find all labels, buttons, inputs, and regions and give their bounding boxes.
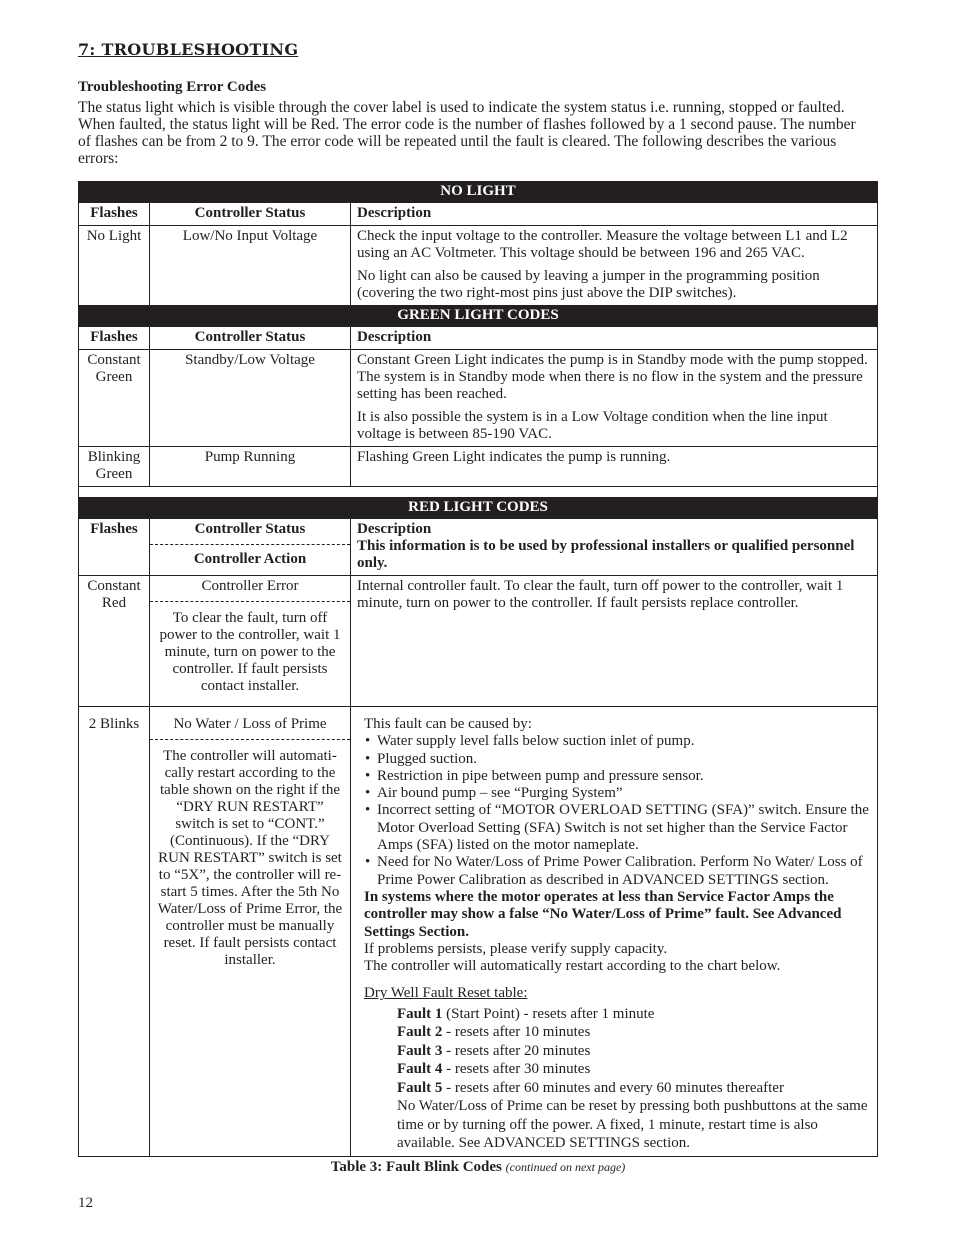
caption-text: Table 3: Fault Blink Codes: [330, 1158, 502, 1175]
fault-label: Fault 1: [397, 1005, 443, 1022]
bold-note: In systems where the motor operates at less than Service Factor Amps the controller may show a false “No Water/Loss of Prime” fault. See Advanced Settings Section.: [364, 888, 842, 940]
header-description-cell: [351, 519, 878, 576]
reset-table-title: Dry Well Fault Reset table:: [364, 985, 528, 1002]
table-row: [79, 226, 878, 306]
no-light-bar: [79, 182, 878, 203]
table-header-row: [79, 203, 878, 226]
section-title: 7: TROUBLESHOOTING: [78, 40, 299, 59]
list-item: • Water supply level falls below suction inlet of pump.: [364, 733, 871, 750]
list-item: • Restriction in pipe between pump and pressure sensor.: [364, 768, 871, 785]
list-item: • Need for No Water/Loss of Prime Power Calibration. Perform No Water/ Loss of Prime Power Calibration as described in ADVANCED SETTINGS section.: [364, 854, 871, 889]
header-status-action: [150, 519, 351, 576]
list-item: [397, 1005, 871, 1024]
description-text: If problems persists, please verify supply capacity.: [364, 940, 668, 957]
closing-text: No Water/Loss of Prime can be reset by pressing both pushbuttons at the same time or by turning off the power. A fixed, 1 minute, restart time is also available. See ADVANCED SETTINGS section.: [397, 1098, 868, 1152]
list-item: • Plugged suction.: [364, 751, 871, 768]
list-item: • Incorrect setting of “MOTOR OVERLOAD SETTING (SFA)” switch. Ensure the Motor Overload Setting (SFA) Switch is not set higher than the Service Factor Amps (SFA) listed on the motor nameplate.: [364, 802, 871, 854]
fault-text: (Start Point) - resets after 1 minute: [442, 1005, 655, 1022]
fault-label: Fault 5: [397, 1079, 443, 1096]
red-light-title: RED LIGHT CODES: [79, 498, 878, 519]
fault-text: - resets after 10 minutes: [442, 1024, 591, 1041]
list-item: • Air bound pump – see “Purging System”: [364, 785, 871, 802]
description-cell: [351, 707, 878, 1157]
description-text: The controller will automatically restart according to the chart below.: [364, 958, 781, 975]
status-cell: Low/No Input Voltage: [150, 226, 351, 306]
no-light-title: NO LIGHT: [79, 182, 878, 203]
flashes-cell: Blinking Green: [79, 447, 150, 487]
table-caption: [78, 1159, 878, 1176]
intro-paragraph: The status light which is visible through the cover label is used to indicate the system status i.e. running, stopped or faulted. When faulted, the status light will be Red. The error code is the number of flashes followed by a 1 second pause. The number of flashes can be from 2 to 9. The error code will be repeated until the fault is cleared. The following describes the various errors:: [78, 99, 856, 167]
description-text: Check the input voltage to the controller. Measure the voltage between L1 and L2 using an AC Voltmeter. This voltage should be between 196 and 265 VAC.: [357, 228, 848, 261]
table-row: [79, 447, 878, 487]
table-header-row: [79, 327, 878, 350]
description-text: No light can also be caused by leaving a jumper in the programming position (covering the two right-most pins just above the DIP switches).: [357, 268, 820, 301]
header-flashes: Flashes: [79, 327, 150, 350]
table-row: [79, 350, 878, 447]
action-text: The controller will automati-cally restart according to the table shown on the right if the “DRY RUN RESTART” switch is set to “CONT.” (Continuous). If the “DRY RUN RESTART” switch is set to “5X”, the controller will re-start 5 times. After the 5th No Water/Loss of Prime Error, the controller must be manually reset. If fault persists contact installer.: [157, 748, 343, 968]
dashed-divider: [150, 739, 350, 740]
dashed-divider: [150, 544, 350, 545]
status-text: No Water / Loss of Prime: [173, 716, 327, 732]
caption-note: (continued on next page): [505, 1159, 626, 1174]
status-text: Controller Error: [201, 578, 299, 594]
fault-text: - resets after 30 minutes: [442, 1061, 591, 1078]
table-row: [79, 707, 878, 1157]
header-flashes: Flashes: [79, 203, 150, 226]
dashed-divider: [150, 601, 350, 602]
description-text: Constant Green Light indicates the pump is in Standby mode with the pump stopped. The system is in Standby mode when there is no flow in the system and the pressure setting has been reached.: [357, 352, 868, 402]
green-light-bar: [79, 306, 878, 327]
header-description: Description: [351, 203, 878, 226]
description-cell: Flashing Green Light indicates the pump is running.: [351, 447, 878, 487]
fault-text: - resets after 20 minutes: [442, 1042, 591, 1059]
list-item: [397, 1023, 871, 1042]
flashes-cell: 2 Blinks: [79, 707, 150, 1157]
fault-text: - resets after 60 minutes and every 60 minutes thereafter: [442, 1079, 784, 1096]
status-cell: Pump Running: [150, 447, 351, 487]
status-action-cell: [150, 576, 351, 707]
table-header-row: [79, 519, 878, 576]
header-status: Controller Status: [194, 521, 306, 537]
description-cell: [351, 350, 878, 447]
description-cell: Internal controller fault. To clear the fault, turn off power to the controller, wait 1 minute, turn on power to the controller. If fault persists replace controller.: [351, 576, 878, 707]
flashes-cell: No Light: [79, 226, 150, 306]
header-status: Controller Status: [150, 327, 351, 350]
professional-warning: This information is to be used by professional installers or qualified personnel only.: [357, 538, 855, 571]
fault-label: Fault 3: [397, 1042, 443, 1059]
header-status: Controller Status: [150, 203, 351, 226]
fault-intro: This fault can be caused by:: [364, 716, 532, 732]
reset-table: [364, 1005, 871, 1153]
green-light-title: GREEN LIGHT CODES: [79, 306, 878, 327]
spacer-row: [79, 487, 878, 498]
action-text: To clear the fault, turn off power to the controller, wait 1 minute, turn on power to the controller. If fault persists contact installer.: [159, 610, 341, 694]
header-action: Controller Action: [193, 551, 307, 567]
fault-codes-table: [78, 181, 878, 1157]
page-content: [78, 40, 878, 1176]
flashes-cell: Constant Red: [79, 576, 150, 707]
fault-label: Fault 4: [397, 1061, 443, 1078]
list-item: [397, 1042, 871, 1061]
status-cell: Standby/Low Voltage: [150, 350, 351, 447]
header-description: Description: [351, 327, 878, 350]
description-text: It is also possible the system is in a Low Voltage condition when the line input voltage is between 85-190 VAC.: [357, 409, 828, 442]
page-number: 12: [78, 1195, 93, 1211]
description-cell: [351, 226, 878, 306]
fault-label: Fault 2: [397, 1024, 443, 1041]
header-description: Description: [357, 521, 432, 537]
table-row: [79, 576, 878, 707]
status-action-cell: [150, 707, 351, 1157]
header-flashes: Flashes: [79, 519, 150, 576]
subheading: Troubleshooting Error Codes: [78, 79, 267, 95]
cause-list: [364, 733, 871, 889]
list-item: [397, 1060, 871, 1079]
flashes-cell: Constant Green: [79, 350, 150, 447]
list-item: [397, 1079, 871, 1098]
red-light-bar: [79, 498, 878, 519]
